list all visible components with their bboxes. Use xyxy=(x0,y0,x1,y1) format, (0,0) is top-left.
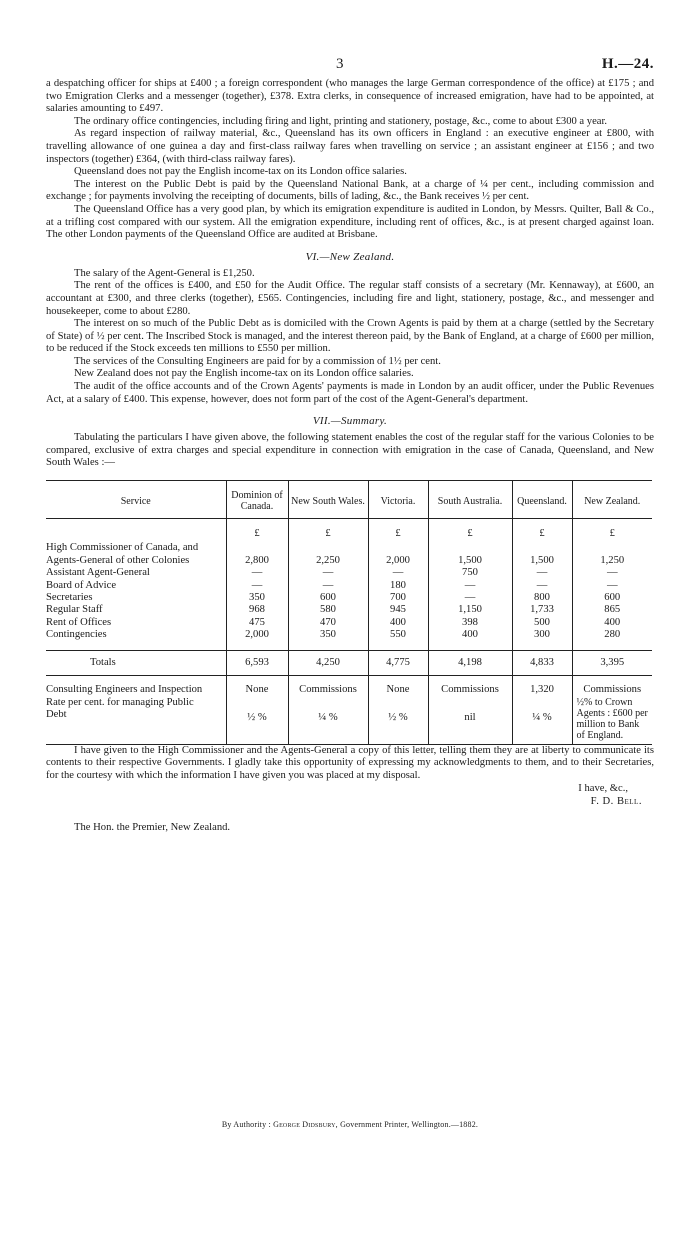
table-cell: 500 xyxy=(512,617,572,629)
signature-block xyxy=(46,782,642,808)
table-header-row xyxy=(46,481,652,519)
page-number: 3 xyxy=(336,56,344,72)
row-label: Rate per cent. for managing Public Debt xyxy=(46,697,226,745)
table-cell: 2,000 xyxy=(368,542,428,567)
table-cell: ¼ % xyxy=(288,697,368,745)
paragraph: New Zealand does not pay the English income-tax on its London office salaries. xyxy=(74,368,414,380)
table-cell: 700 xyxy=(368,592,428,604)
row-label: Rent of Offices xyxy=(46,616,112,628)
table-cell: 3,395 xyxy=(572,650,652,675)
addressee: The Hon. the Premier, New Zealand. xyxy=(74,822,231,834)
imprint-rest: Government Printer, Wellington.—1882. xyxy=(340,1120,479,1129)
paragraph: The interest on the Public Debt is paid by the Queensland National Bank, at a charge of ¼ per cent., including commission and exchange ; for payments involving the receipting of documents, bills of lading, &c., the Bank receives ½ per cent. xyxy=(46,178,654,203)
currency-symbol: £ xyxy=(226,519,288,543)
table-cell: 1,250 xyxy=(572,542,652,567)
new-zealand-rate-note: ½% to Crown Agents : £600 per million to Bank of England. xyxy=(572,697,652,745)
table-cell: — xyxy=(428,580,512,592)
paragraph: The salary of the Agent-General is £1,250. xyxy=(74,267,255,279)
currency-symbol: £ xyxy=(512,519,572,543)
closing-paragraph: I have given to the High Commissioner and the Agents-General a copy of this letter, telling them they are at liberty to communicate its contents to their respective Governments. I gladly take this opportunity of expressing my acknowledgments to them, and to their Secretaries, for the courtesy with which the information I have given you was placed at my disposal. xyxy=(46,744,654,781)
table-cell: ¼ % xyxy=(512,697,572,745)
paragraph: The ordinary office contingencies, including firing and light, printing and stationery, postage, &c., come to about £300 a year. xyxy=(74,115,608,127)
row-label: Board of Advice xyxy=(46,579,117,591)
table-cell: 968 xyxy=(226,604,288,616)
paragraph: Tabulating the particulars I have given above, the following statement enables the cost of the regular staff for the various Colonies to be compared, exclusive of extra charges and special expenditure in connection with emigration in the case of Canada, Queensland, and New South Wales :— xyxy=(46,432,654,469)
table-cell: — xyxy=(288,580,368,592)
table-cell: 4,775 xyxy=(368,650,428,675)
paragraph: The Queensland Office has a very good plan, by which its emigration expenditure is audited in London, by Messrs. Quilter, Ball & Co., at a trifling cost compared with our system. All the emigration expenditure, including rent of offices, &c., is at present charged against loan. The other London payments of the Queensland Office are audited at Brisbane. xyxy=(46,203,654,241)
table-cell: Commissions xyxy=(428,676,512,697)
column-header: Dominion of Canada. xyxy=(226,481,288,519)
currency-symbol: £ xyxy=(572,519,652,543)
row-label: Consulting Engineers and Inspection xyxy=(46,684,203,696)
table-cell: 1,320 xyxy=(512,676,572,697)
table-cell: 750 xyxy=(428,567,512,579)
table-row xyxy=(46,592,652,604)
table-cell: 400 xyxy=(368,617,428,629)
table-cell: 4,833 xyxy=(512,650,572,675)
column-header-service: Service xyxy=(46,481,226,519)
column-header: Victoria. xyxy=(368,481,428,519)
table-cell: 865 xyxy=(572,604,652,616)
table-cell: 475 xyxy=(226,617,288,629)
table-cell: Commissions xyxy=(572,676,652,697)
table-cell: — xyxy=(288,567,368,579)
table-cell: 800 xyxy=(512,592,572,604)
currency-row xyxy=(46,519,652,543)
table-cell: 350 xyxy=(226,592,288,604)
table-row xyxy=(46,617,652,629)
table-cell: ½ % xyxy=(368,697,428,745)
row-label: High Commissioner of Canada, and Agents-General of other Colonies xyxy=(46,542,199,566)
page-header xyxy=(0,56,700,76)
consulting-row xyxy=(46,676,652,697)
currency-symbol: £ xyxy=(288,519,368,543)
table-cell: 350 xyxy=(288,629,368,650)
totals-label: Totals xyxy=(46,650,226,675)
signatory-name: F. D. Bell. xyxy=(590,796,642,808)
table-cell: 180 xyxy=(368,580,428,592)
imprint-prefix: By Authority : xyxy=(221,1120,271,1129)
table-row xyxy=(46,580,652,592)
table-cell: Commissions xyxy=(288,676,368,697)
row-label: Assistant Agent-General xyxy=(46,567,150,579)
table-cell: — xyxy=(512,567,572,579)
signoff-line: I have, &c., xyxy=(578,783,628,795)
table-cell: 1,500 xyxy=(428,542,512,567)
table-cell: — xyxy=(226,567,288,579)
table-cell: ½ % xyxy=(226,697,288,745)
table-cell: 550 xyxy=(368,629,428,650)
table-row xyxy=(46,604,652,616)
paragraph: The interest on so much of the Public Debt as is domiciled with the Crown Agents is paid by them at a charge (settled by the Secretary of State) of ½ per cent. The Inscribed Stock is managed, and the interest thereon paid, by the Bank of England, at a charge of £600 per million, to be reduced if the Stock exceeds ten millions to £550 per million. xyxy=(46,318,654,355)
table-cell: None xyxy=(368,676,428,697)
table-cell: nil xyxy=(428,697,512,745)
table-cell: 945 xyxy=(368,604,428,616)
table-row xyxy=(46,542,652,567)
column-header: New South Wales. xyxy=(288,481,368,519)
table-cell: 2,250 xyxy=(288,542,368,567)
table-cell: — xyxy=(368,567,428,579)
table-cell: 400 xyxy=(572,617,652,629)
table-cell: 4,198 xyxy=(428,650,512,675)
table-cell: 600 xyxy=(288,592,368,604)
table-row xyxy=(46,567,652,579)
table-cell: 398 xyxy=(428,617,512,629)
table-cell: 4,250 xyxy=(288,650,368,675)
table-cell: 2,800 xyxy=(226,542,288,567)
summary-table xyxy=(46,480,652,744)
row-label: Secretaries xyxy=(46,592,93,604)
table-cell: 2,000 xyxy=(226,629,288,650)
section-heading-new-zealand: VI.—New Zealand. xyxy=(305,250,395,263)
table-cell: None xyxy=(226,676,288,697)
row-label: Regular Staff xyxy=(46,604,103,616)
column-header: South Australia. xyxy=(428,481,512,519)
table-cell: 300 xyxy=(512,629,572,650)
document-reference: H.—24. xyxy=(601,56,654,72)
printer-imprint xyxy=(0,1120,700,1129)
paragraph: The audit of the office accounts and of the Crown Agents' payments is made in London by an audit officer, under the Public Revenues Act, at a salary of £400. This expense, however, does not form part of the cost of the Agent-General's department. xyxy=(46,381,654,405)
section-heading-summary: VII.—Summary. xyxy=(312,415,388,428)
table-row xyxy=(46,629,652,650)
table-cell: 400 xyxy=(428,629,512,650)
paragraph: The services of the Consulting Engineers are paid for by a commission of 1½ per cent. xyxy=(74,355,441,367)
table-cell: 280 xyxy=(572,629,652,650)
paragraph: As regard inspection of railway material, &c., Queensland has its own officers in England : an executive engineer at £800, with travelling allowance of one guinea a day and first-class railway fares when travelling on service ; an assistant engineer at £156 ; and two inspectors (together) £364, (with third-class railway fares). xyxy=(46,128,654,165)
paragraph: The rent of the offices is £400, and £50 for the Audit Office. The regular staff consists of a secretary (Mr. Kennaway), at £600, an accountant at £300, and three clerks (together), £565. Contingencies, including fire and light, stationery, postage, &c., and messenger and housekeeper, come to about £280. xyxy=(46,280,654,317)
column-header: Queensland. xyxy=(512,481,572,519)
table-cell: — xyxy=(512,580,572,592)
page-body xyxy=(46,78,654,833)
paragraph: Queensland does not pay the English income-tax on its London office salaries. xyxy=(74,166,407,178)
column-header: New Zealand. xyxy=(572,481,652,519)
table-cell: 6,593 xyxy=(226,650,288,675)
imprint-printer: George Didsbury, xyxy=(273,1120,338,1129)
totals-row xyxy=(46,650,652,675)
table-cell: — xyxy=(572,580,652,592)
row-label: Contingencies xyxy=(46,629,107,641)
table-cell: 600 xyxy=(572,592,652,604)
table-cell: 1,733 xyxy=(512,604,572,616)
currency-symbol: £ xyxy=(368,519,428,543)
currency-symbol: £ xyxy=(428,519,512,543)
rate-row xyxy=(46,697,652,745)
table-cell: 1,150 xyxy=(428,604,512,616)
paragraph: a despatching officer for ships at £400 ; a foreign correspondent (who manages the large German correspondence of the office) at £175 ; and two Emigration Clerks and a messenger (together), £378. Extra clerks, in consequence of increased emigration, have had to be appointed, at salaries amounting to £497. xyxy=(46,78,654,115)
table-cell: 1,500 xyxy=(512,542,572,567)
table-cell: — xyxy=(226,580,288,592)
table-cell: 470 xyxy=(288,617,368,629)
table-cell: 580 xyxy=(288,604,368,616)
table-cell: — xyxy=(428,592,512,604)
table-cell: — xyxy=(572,567,652,579)
